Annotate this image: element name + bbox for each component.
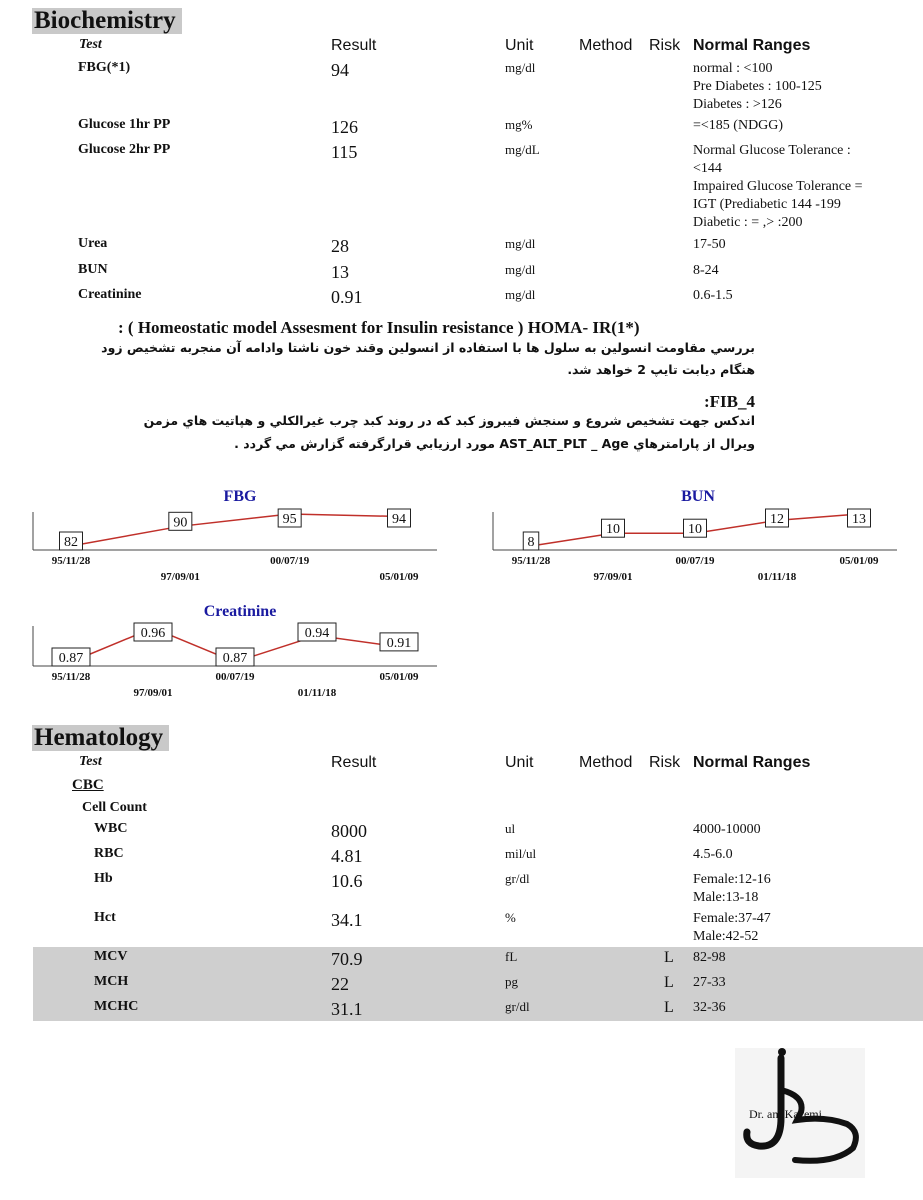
normal-range: 32-36 [693, 1000, 726, 1015]
test-result: 0.91 [331, 287, 363, 307]
header-normal-ranges: Normal Ranges [693, 37, 811, 54]
test-name: WBC [94, 821, 128, 836]
normal-range: 8-24 [693, 263, 719, 278]
header-unit: Unit [505, 754, 534, 771]
x-tick-label: 97/09/01 [160, 571, 200, 583]
normal-range: 0.6-1.5 [693, 288, 733, 303]
header-risk: Risk [649, 754, 681, 771]
biochemistry-section-title: Biochemistry [32, 8, 182, 34]
test-unit: mg% [505, 117, 533, 132]
data-label: 0.87 [58, 651, 84, 666]
fib4-description-line-1: اندكس جهت تشخيص شروع و سنجش فيبروز كبد كه در روند كبد چرب غيرالكلي و هپاتيت هاي مزمن [143, 413, 755, 428]
fib4-description-line-2: ويرال از پارامترهاي AST_ALT_PLT _ Age مورد ارزيابي قرارگرفته گزارش مي گردد . [234, 436, 755, 451]
test-unit: mg/dl [505, 287, 536, 302]
data-label: 13 [852, 512, 866, 527]
test-unit: % [505, 910, 516, 925]
risk-flag: L [664, 999, 674, 1016]
normal-range: normal : <100 Pre Diabetes : 100-125 Diabetes : >126 [693, 61, 822, 112]
test-name: Glucose 2hr PP [78, 142, 171, 157]
x-tick-label: 05/01/09 [379, 671, 419, 683]
test-name: MCV [94, 949, 128, 964]
creatinine-trend-chart [25, 622, 445, 704]
data-label: 94 [392, 512, 406, 527]
header-test: Test [79, 37, 102, 52]
test-unit: gr/dl [505, 871, 530, 886]
test-result: 126 [331, 117, 358, 137]
test-result: 4.81 [331, 846, 363, 866]
test-name: Urea [78, 236, 108, 251]
test-unit: ul [505, 821, 516, 836]
normal-range: 4.5-6.0 [693, 847, 733, 862]
test-unit: mg/dL [505, 142, 540, 157]
header-result: Result [331, 754, 377, 771]
header-result: Result [331, 37, 377, 54]
chart-title-bun: BUN [681, 488, 715, 505]
test-unit: mil/ul [505, 846, 537, 861]
risk-flag: L [664, 949, 674, 966]
test-unit: mg/dl [505, 236, 536, 251]
x-tick-label: 95/11/28 [511, 555, 551, 567]
normal-range: 4000-10000 [693, 822, 761, 837]
x-tick-label: 97/09/01 [593, 571, 633, 583]
bun-trend-chart [485, 508, 905, 588]
test-name: MCH [94, 974, 129, 989]
signature-text: Dr. am.Kazemi [749, 1107, 822, 1121]
data-label: 0.91 [386, 635, 412, 651]
x-tick-label: 00/07/19 [675, 555, 715, 567]
test-name: Glucose 1hr PP [78, 117, 171, 132]
test-result: 10.6 [331, 871, 363, 891]
normal-range: Female:12-16 Male:13-18 [693, 872, 771, 905]
chart-title-creatinine: Creatinine [203, 603, 277, 620]
x-tick-label: 05/01/09 [839, 555, 879, 567]
test-unit: fL [505, 949, 518, 964]
abnormal-results-highlight [33, 947, 923, 1021]
chart-title-fbg: FBG [223, 488, 257, 505]
test-unit: pg [505, 974, 518, 989]
data-label: 0.87 [222, 651, 248, 666]
signature-stamp [735, 1048, 865, 1178]
header-normal-ranges: Normal Ranges [693, 754, 811, 771]
data-label: 12 [770, 512, 784, 527]
test-name: Creatinine [78, 287, 142, 302]
header-risk: Risk [649, 37, 681, 54]
data-label: 10 [688, 522, 702, 538]
test-result: 34.1 [331, 910, 363, 930]
x-tick-label: 97/09/01 [133, 687, 173, 699]
normal-range: 82-98 [693, 950, 726, 965]
test-result: 31.1 [331, 999, 363, 1019]
test-name: BUN [78, 262, 108, 277]
test-name: Hb [94, 871, 113, 886]
test-unit: gr/dl [505, 999, 530, 1014]
header-method: Method [579, 754, 633, 771]
fbg-trend-chart [25, 508, 445, 588]
test-unit: mg/dl [505, 262, 536, 277]
x-tick-label: 05/01/09 [379, 571, 419, 583]
x-tick-label: 00/07/19 [215, 671, 255, 683]
homa-description-line-1: بررسي مقاومت انسولين به سلول ها با استفاده از انسولين وقند خون ناشتا وادامه آن منجربه تشخيص زود [101, 340, 755, 355]
data-label: 90 [173, 515, 188, 531]
header-test: Test [79, 754, 102, 769]
risk-flag: L [664, 974, 674, 991]
hematology-section-title: Hematology [32, 725, 169, 751]
data-label: 10 [606, 522, 620, 538]
data-label: 8 [527, 535, 535, 550]
header-unit: Unit [505, 37, 534, 54]
test-result: 115 [331, 142, 358, 162]
homa-description-line-2: هنگام ديابت تايپ 2 خواهد شد. [567, 362, 755, 377]
fib4-title: :FIB_4 [704, 392, 755, 411]
data-label: 0.94 [304, 626, 330, 641]
data-label: 82 [64, 535, 78, 550]
test-result: 8000 [331, 821, 367, 841]
cbc-label: CBC [72, 777, 104, 793]
x-tick-label: 01/11/18 [297, 687, 337, 699]
cell-count-label: Cell Count [82, 800, 147, 815]
normal-range: =<185 (NDGG) [693, 118, 784, 133]
data-label: 0.96 [140, 626, 166, 641]
header-method: Method [579, 37, 633, 54]
test-name: MCHC [94, 999, 139, 1014]
x-tick-label: 95/11/28 [51, 555, 91, 567]
normal-range: Normal Glucose Tolerance : <144 Impaired Glucose Tolerance = IGT (Prediabetic 144 -199 Diabetic : = ,> :200 [693, 143, 863, 230]
x-tick-label: 95/11/28 [51, 671, 91, 683]
series-line [71, 514, 399, 546]
test-result: 94 [331, 60, 349, 80]
test-name: Hct [94, 910, 116, 925]
data-label: 95 [282, 512, 297, 527]
test-name: RBC [94, 846, 124, 861]
test-unit: mg/dl [505, 60, 536, 75]
test-result: 13 [331, 262, 349, 282]
homa-title: : ( Homeostatic model Assesment for Insulin resistance ) HOMA- IR(1*) [118, 318, 640, 337]
test-result: 22 [331, 974, 349, 994]
test-result: 28 [331, 236, 349, 256]
test-name: FBG(*1) [78, 60, 131, 75]
normal-range: Female:37-47 Male:42-52 [693, 911, 771, 944]
normal-range: 17-50 [693, 237, 726, 252]
normal-range: 27-33 [693, 975, 726, 990]
test-result: 70.9 [331, 949, 363, 969]
x-tick-label: 00/07/19 [270, 555, 310, 567]
x-tick-label: 01/11/18 [757, 571, 797, 583]
